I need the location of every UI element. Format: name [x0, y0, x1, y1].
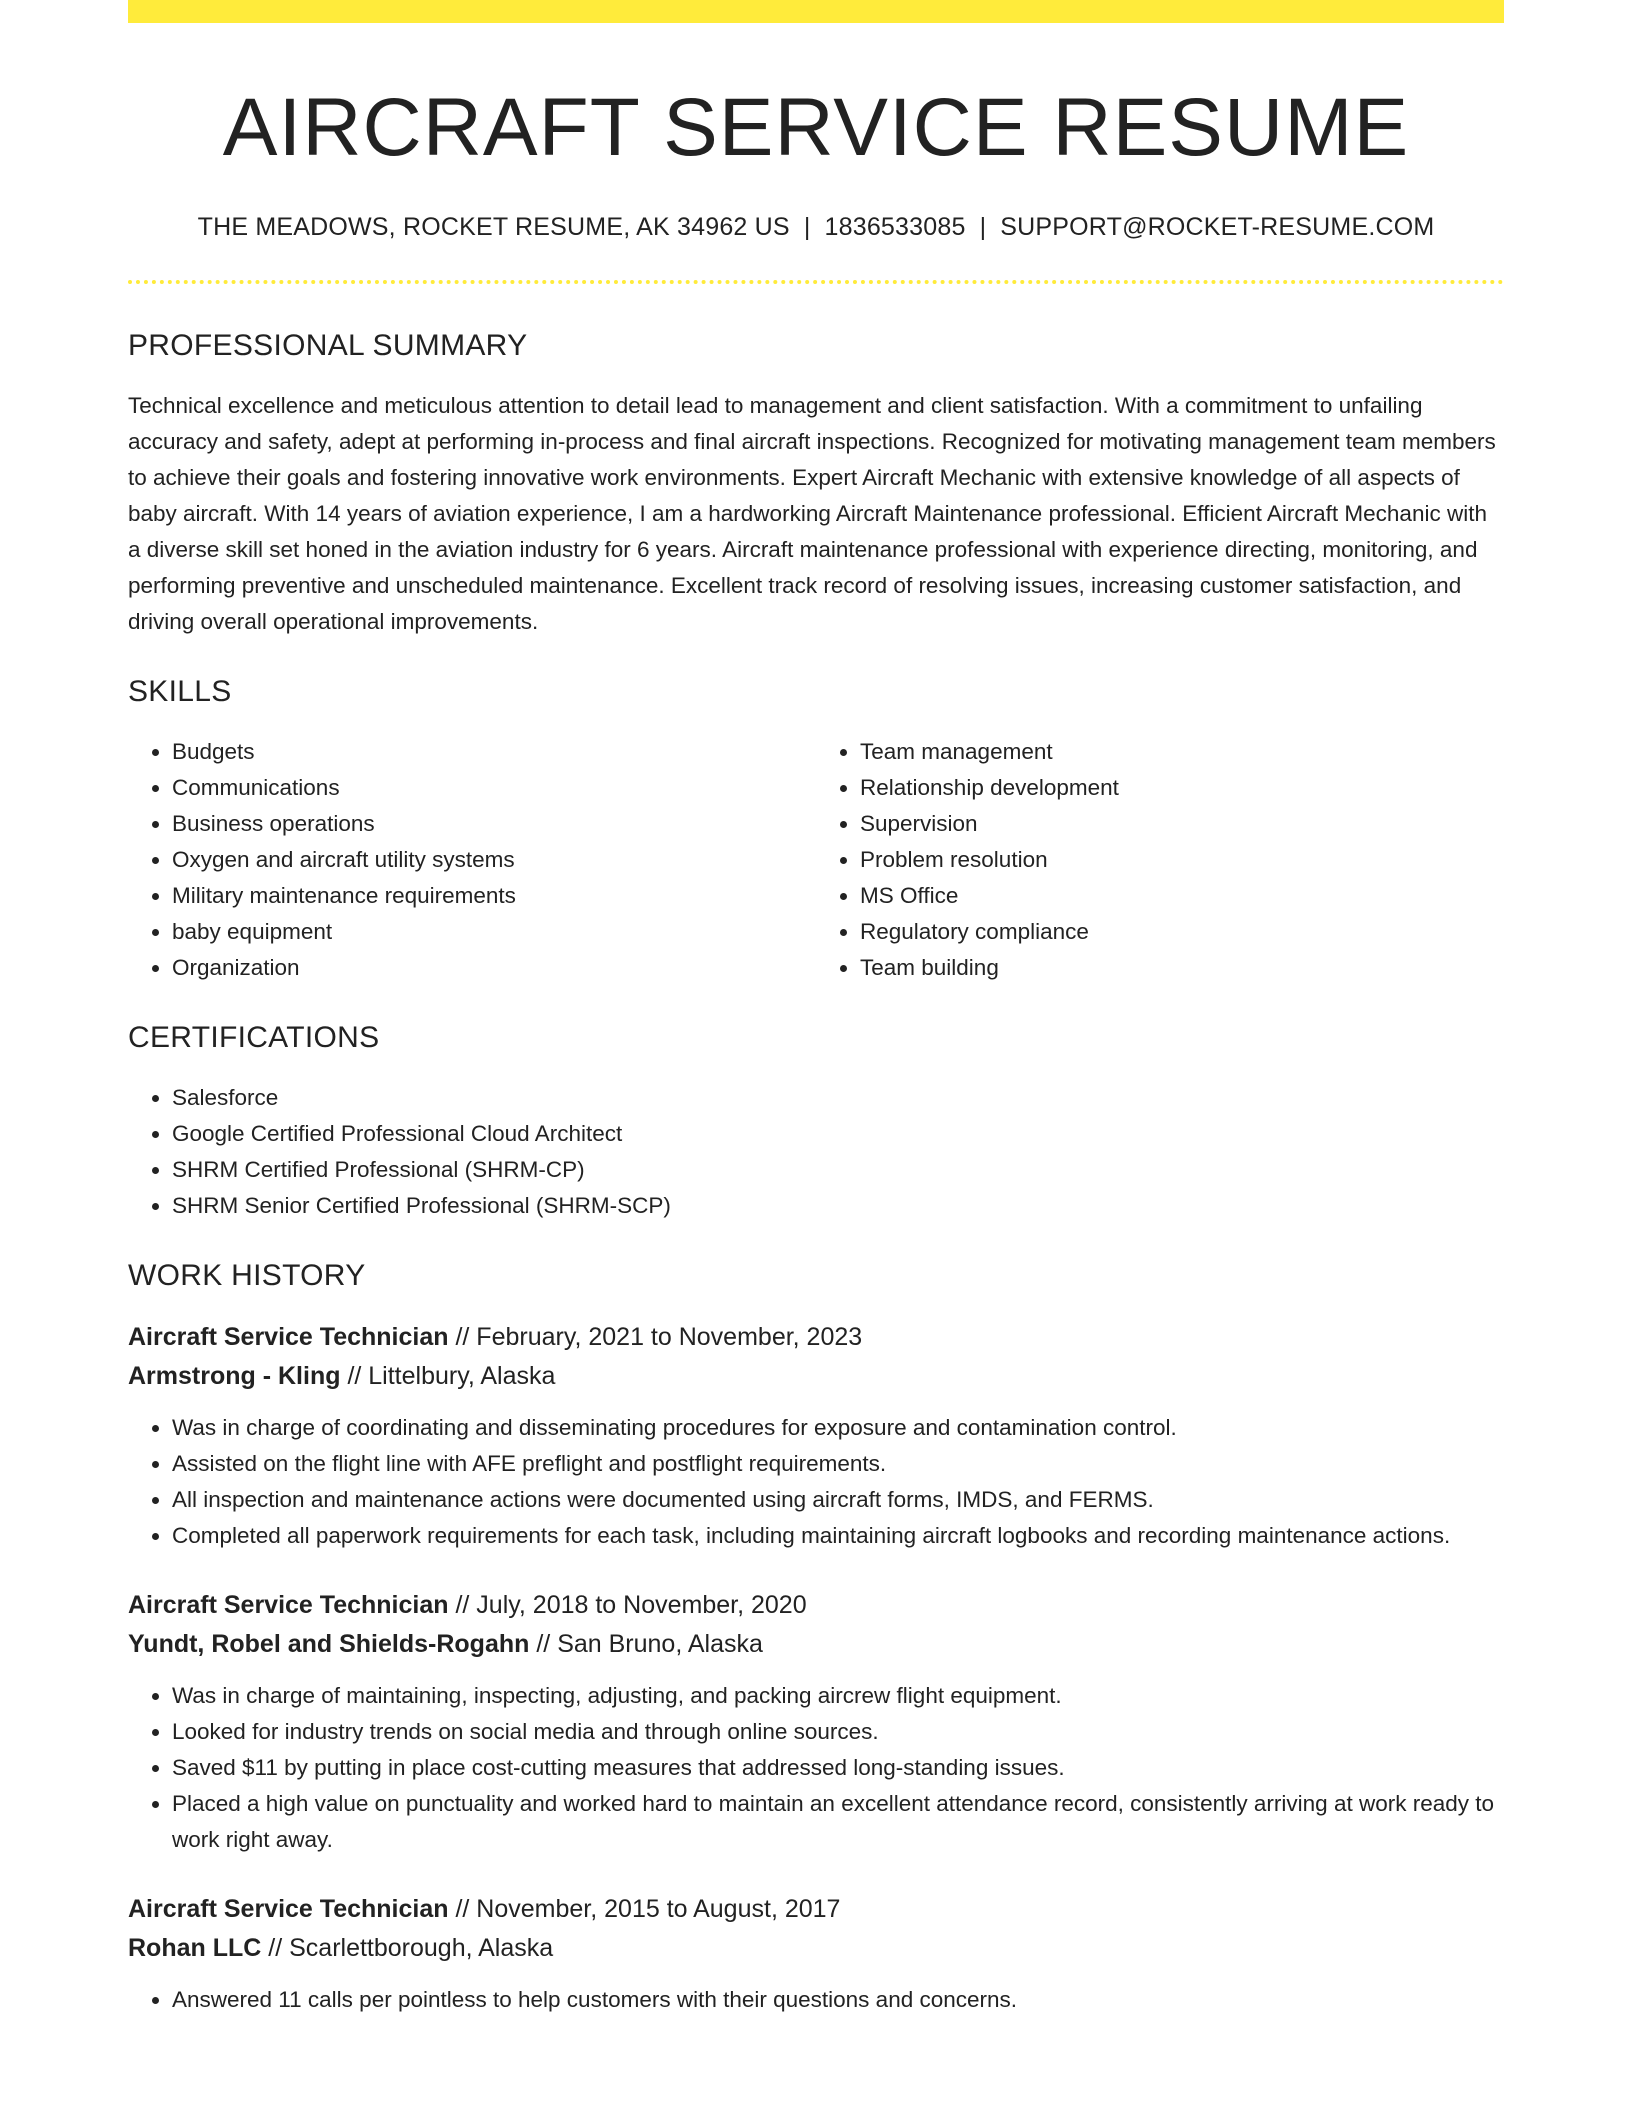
job-title: Aircraft Service Technician	[128, 1895, 449, 1924]
job-title-line	[128, 1890, 1504, 1929]
skill-item: • Team building	[860, 950, 1504, 986]
job-dates: // July, 2018 to November, 2020	[448, 1591, 807, 1620]
dotted-divider	[128, 280, 1504, 284]
contact-address: THE MEADOWS, ROCKET RESUME, AK 34962 US	[197, 213, 790, 242]
contact-email: SUPPORT@ROCKET-RESUME.COM	[1000, 213, 1435, 242]
certifications-heading: CERTIFICATIONS	[128, 1021, 380, 1055]
skill-item: • MS Office	[860, 878, 1504, 914]
job-title: Aircraft Service Technician	[128, 1591, 449, 1620]
summary-heading: PROFESSIONAL SUMMARY	[128, 329, 528, 363]
job-dates: // February, 2021 to November, 2023	[448, 1323, 863, 1352]
summary-text: Technical excellence and meticulous attention to detail lead to management and client satisfaction. With a commitment to unfailing accuracy and safety, adept at performing in-process and final aircraft inspections. Recognized for motivating management team members to achieve their goals and fostering innovative work environments. Expert Aircraft Mechanic with extensive knowledge of all aspects of baby aircraft. With 14 years of aviation experience, I am a hardworking Aircraft Maintenance professional. Efficient Aircraft Mechanic with a diverse skill set honed in the aviation industry for 6 years. Aircraft maintenance professional with experience directing, monitoring, and performing preventive and unscheduled maintenance. Excellent track record of resolving issues, increasing customer satisfaction, and driving overall operational improvements.	[128, 393, 1496, 635]
certification-item: • Google Certified Professional Cloud Architect	[172, 1116, 1504, 1152]
skill-item: • Supervision	[860, 806, 1504, 842]
job-company: Yundt, Robel and Shields-Rogahn	[128, 1630, 530, 1659]
job-location: // Scarlettborough, Alaska	[261, 1934, 554, 1963]
job-bullet: • Looked for industry trends on social media and through online sources.	[172, 1714, 1504, 1750]
skill-item: • Team management	[860, 734, 1504, 770]
job-bullet: • Was in charge of coordinating and disseminating procedures for exposure and contamination control.	[172, 1410, 1504, 1446]
skill-item: • baby equipment	[172, 914, 816, 950]
job-location: // Littelbury, Alaska	[340, 1362, 556, 1391]
contact-line	[128, 213, 1504, 242]
job-company: Rohan LLC	[128, 1934, 262, 1963]
contact-separator: |	[803, 213, 811, 242]
job-bullet: • Answered 11 calls per pointless to help customers with their questions and concerns.	[172, 1982, 1504, 2018]
job-bullet: • Placed a high value on punctuality and worked hard to maintain an excellent attendance record, consistently arriving at work ready to work right away.	[172, 1786, 1504, 1858]
skill-item: • Budgets	[172, 734, 816, 770]
resume-title: AIRCRAFT SERVICE RESUME	[222, 82, 1410, 173]
certification-item: • Salesforce	[172, 1080, 1504, 1116]
job-company-line	[128, 1929, 1504, 1968]
job-entry	[128, 1586, 1504, 1858]
skills-column-right	[816, 734, 1504, 986]
skill-item: • Organization	[172, 950, 816, 986]
skill-item: • Problem resolution	[860, 842, 1504, 878]
skill-item: • Oxygen and aircraft utility systems	[172, 842, 816, 878]
resume-page	[128, 0, 1504, 2018]
skills-column-left	[128, 734, 816, 986]
job-bullets	[128, 1982, 1504, 2018]
skill-item: • Regulatory compliance	[860, 914, 1504, 950]
job-bullet: • All inspection and maintenance actions were documented using aircraft forms, IMDS, and FERMS.	[172, 1482, 1504, 1518]
job-company: Armstrong - Kling	[128, 1362, 341, 1391]
certification-item: • SHRM Senior Certified Professional (SHRM-SCP)	[172, 1188, 1504, 1224]
skills-list	[128, 734, 1504, 986]
skills-heading: SKILLS	[128, 675, 232, 709]
job-company-line	[128, 1625, 1504, 1664]
job-bullets	[128, 1678, 1504, 1858]
job-bullet: • Assisted on the flight line with AFE preflight and postflight requirements.	[172, 1446, 1504, 1482]
job-title-line	[128, 1318, 1504, 1357]
job-entry	[128, 1318, 1504, 1554]
job-bullet: • Completed all paperwork requirements for each task, including maintaining aircraft logbooks and recording maintenance actions.	[172, 1518, 1504, 1554]
work-history-heading: WORK HISTORY	[128, 1259, 366, 1293]
accent-bar	[128, 0, 1504, 23]
skill-item: • Business operations	[172, 806, 816, 842]
certification-item: • SHRM Certified Professional (SHRM-CP)	[172, 1152, 1504, 1188]
job-title: Aircraft Service Technician	[128, 1323, 449, 1352]
job-dates: // November, 2015 to August, 2017	[448, 1895, 841, 1924]
job-title-line	[128, 1586, 1504, 1625]
skill-item: • Communications	[172, 770, 816, 806]
certifications-list	[128, 1080, 1504, 1224]
job-bullets	[128, 1410, 1504, 1554]
job-company-line	[128, 1357, 1504, 1396]
contact-phone: 1836533085	[824, 213, 966, 242]
skill-item: • Military maintenance requirements	[172, 878, 816, 914]
skill-item: • Relationship development	[860, 770, 1504, 806]
job-location: // San Bruno, Alaska	[529, 1630, 763, 1659]
job-entry	[128, 1890, 1504, 2018]
job-bullet: • Was in charge of maintaining, inspecting, adjusting, and packing aircrew flight equipment.	[172, 1678, 1504, 1714]
job-bullet: • Saved $11 by putting in place cost-cutting measures that addressed long-standing issues.	[172, 1750, 1504, 1786]
contact-separator: |	[979, 213, 987, 242]
